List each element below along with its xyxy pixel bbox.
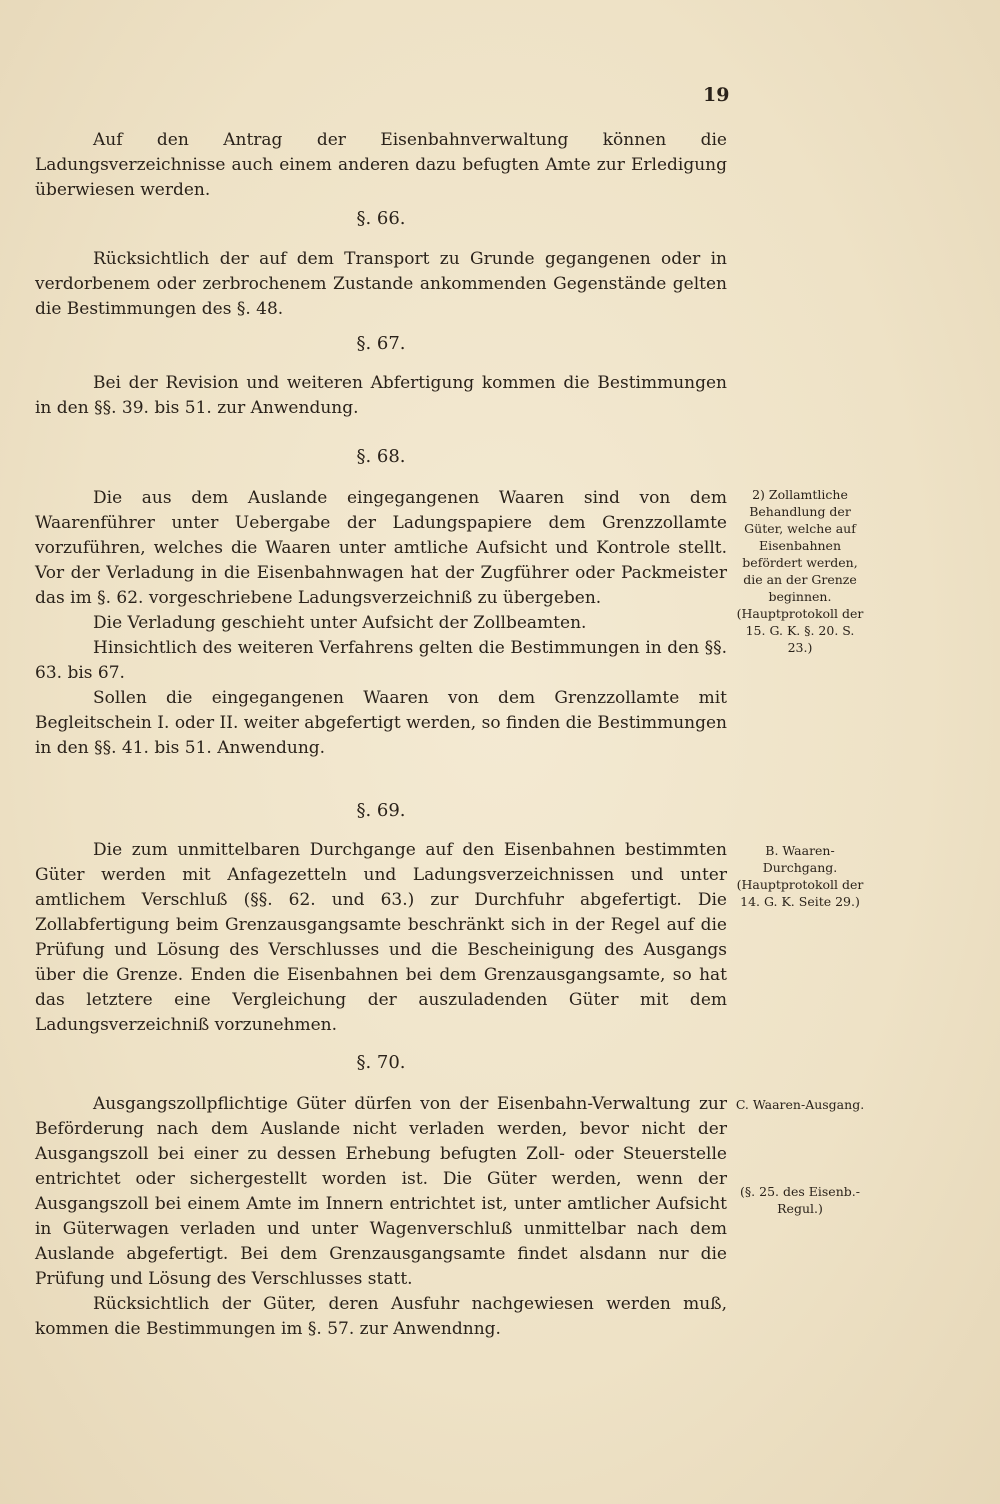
margin-note-3: C. Waaren-Ausgang. (§. 25. des Eisenb.-Regul.) — [735, 1097, 865, 1216]
paragraph-10: Rücksichtlich der Güter, deren Ausfuhr nachgewiesen werden muß, kommen die Bestimmungen im §. 57. zur Anwendnng. — [35, 1294, 727, 1339]
paragraph-7: Sollen die eingegangenen Waaren von dem Grenzzollamte mit Begleitschein I. oder II. weiter abgefertigt werden, so finden die Bestimmungen in den §§. 41. bis 51. Anwendung. — [35, 688, 727, 758]
section-heading-66: §. 66. — [356, 208, 406, 229]
margin-note-1: 2) Zollamtliche Behandlung der Güter, welche auf Eisenbahnen befördert werden, die an der Grenze beginnen. (Hauptprotokoll der 15. G. K. §. 20. S. 23.) — [736, 487, 864, 655]
section-70-body — [35, 1092, 727, 1342]
section-heading-69: §. 69. — [356, 800, 406, 821]
paragraph-2: Rücksichtlich der auf dem Transport zu Grunde gegangenen oder in verdorbenem oder zerbrochenem Zustande ankommenden Gegenstände gelten die Bestimmungen des §. 48. — [35, 249, 727, 319]
section-heading-67: §. 67. — [356, 333, 406, 354]
margin-note-2: B. Waaren-Durchgang. (Hauptprotokoll der 14. G. K. Seite 29.) — [736, 843, 864, 909]
paragraph-5: Die Verladung geschieht unter Aufsicht der Zollbeamten. — [93, 613, 587, 633]
paragraph-6: Hinsichtlich des weiteren Verfahrens gelten die Bestimmungen in den §§. 63. bis 67. — [35, 638, 727, 683]
page-number: 19 — [703, 84, 730, 106]
paragraph-9: Ausgangszollpflichtige Güter dürfen von der Eisenbahn-Verwaltung zur Beförderung nach dem Auslande nicht verladen werden, bevor nicht der Ausgangszoll bei einer zu dessen Erhebung befugten Zoll- oder Steuerstelle entrichtet oder sichergestellt worden ist. Die Güter werden, wenn der Ausgangszoll bei einem Amte im Innern entrichtet ist, unter amtlicher Aufsicht in Güterwagen verladen und unter Wagenverschluß unmittelbar nach dem Auslande abgefertigt. Bei dem Grenzausgangsamte findet alsdann nur die Prüfung und Lösung des Verschlusses statt. — [35, 1094, 727, 1289]
section-heading-70: §. 70. — [356, 1052, 406, 1073]
paragraph-3: Bei der Revision und weiteren Abfertigung kommen die Bestimmungen in den §§. 39. bis 51. zur Anwendung. — [35, 373, 727, 418]
paragraph-1: Auf den Antrag der Eisenbahnverwaltung können die Ladungsverzeichnisse auch einem anderen dazu befugten Amte zur Erledigung überwiesen werden. — [35, 130, 727, 200]
paragraph-4: Die aus dem Auslande eingegangenen Waaren sind von dem Waarenführer unter Uebergabe der Ladungspapiere dem Grenzzollamte vorzuführen, welches die Waaren unter amtliche Aufsicht und Kontrole stellt. Vor der Verladung in die Eisenbahnwagen hat der Zugführer oder Packmeister das im §. 62. vorgeschriebene Ladungsverzeichniß zu übergeben. — [35, 488, 727, 608]
paragraph-8: Die zum unmittelbaren Durchgange auf den Eisenbahnen bestimmten Güter werden mit Anfagezetteln und Ladungsverzeichnissen und unter amtlichem Verschluß (§§. 62. und 63.) zur Durchfuhr abgefertigt. Die Zollabfertigung beim Grenzausgangsamte beschränkt sich in der Regel auf die Prüfung und Lösung des Verschlusses und die Bescheinigung des Ausgangs über die Grenze. Enden die Eisenbahnen bei dem Grenzausgangsamte, so hat das letztere eine Vergleichung der auszuladenden Güter mit dem Ladungsverzeichniß vorzunehmen. — [35, 840, 727, 1035]
section-68-body — [35, 486, 727, 761]
section-heading-68: §. 68. — [356, 446, 406, 467]
